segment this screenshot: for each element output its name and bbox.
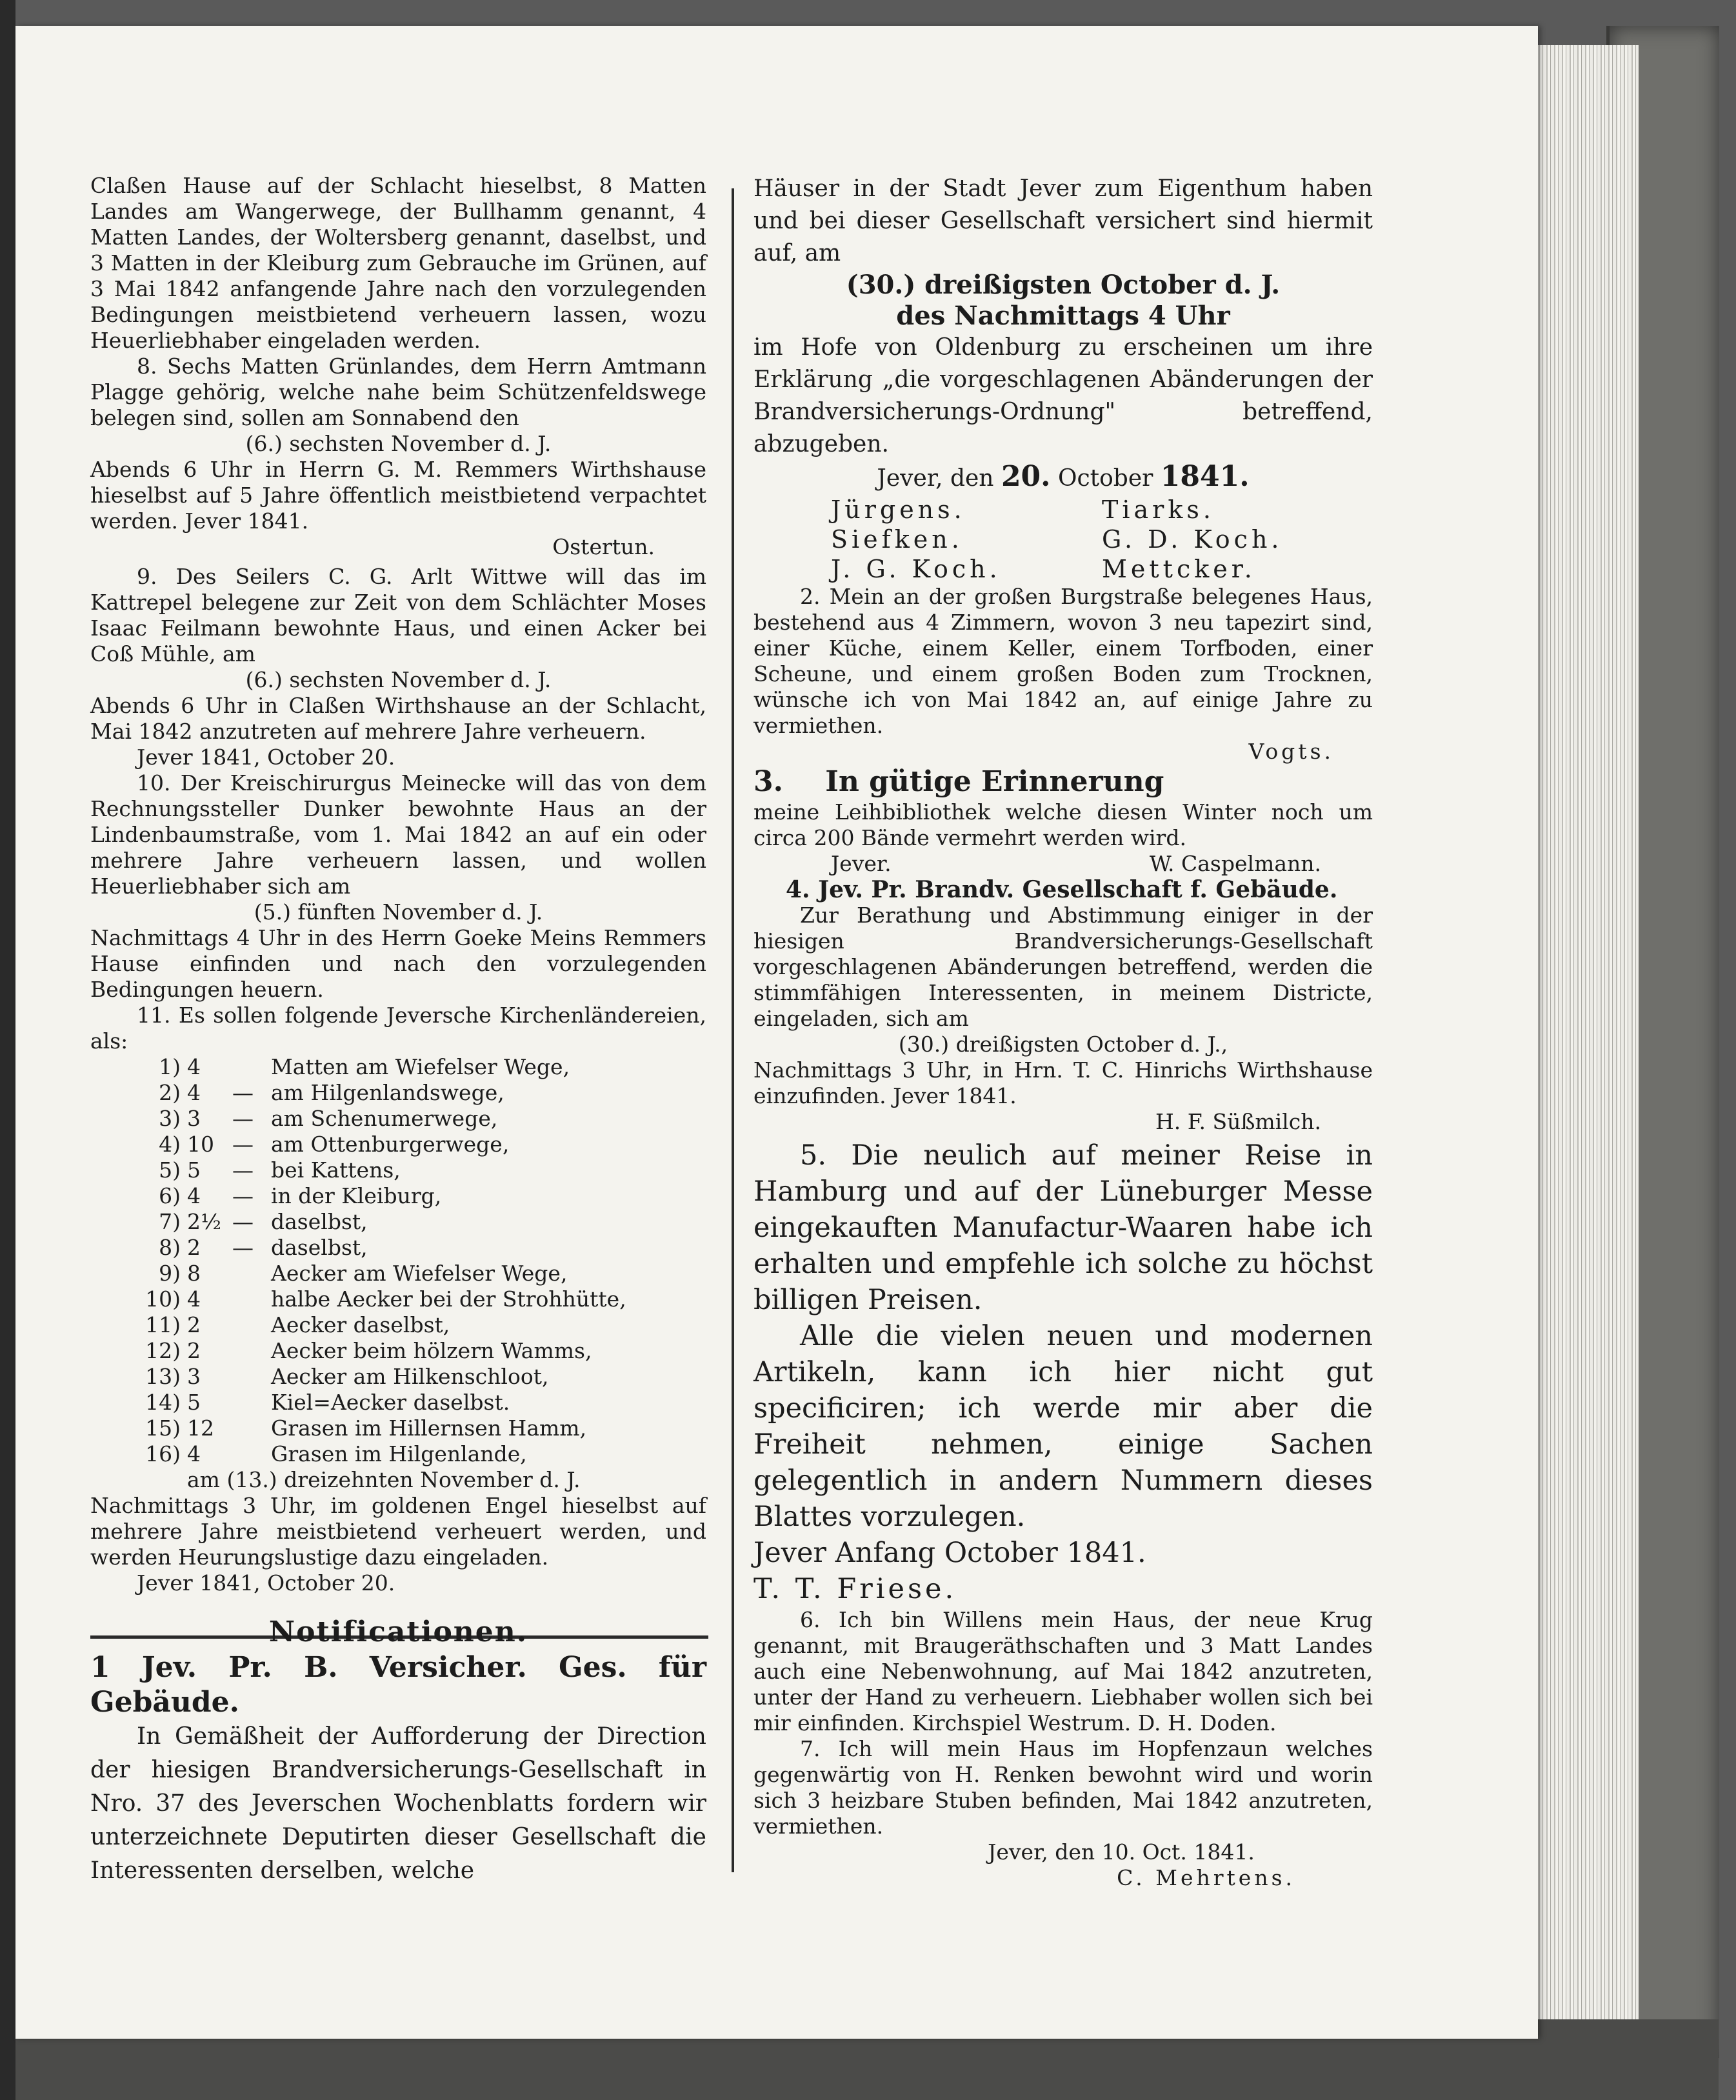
land-list-desc: am Schenumerwege, (271, 1106, 498, 1131)
signer-name: Siefken. (831, 525, 963, 554)
land-list-qty: 3 (187, 1106, 201, 1131)
land-list-item (90, 1157, 706, 1183)
land-list-dash: — (232, 1106, 254, 1131)
land-list-desc: Grasen im Hilgenlande, (271, 1441, 527, 1466)
land-list-desc: in der Kleiburg, (271, 1183, 442, 1208)
notice-3-signature-line (753, 851, 1373, 877)
deputies-signatures (753, 495, 1373, 584)
land-list-num: 1) (159, 1054, 181, 1079)
land-list-num: 8) (159, 1235, 181, 1260)
land-list-qty: 2½ (187, 1209, 221, 1234)
item-11-rest: Nachmittags 3 Uhr, im goldenen Engel hieselbst auf mehrere Jahre meistbietend verheuert werden, und werden Heurungslustige dazu eingeladen. (90, 1493, 706, 1570)
land-list-item (90, 1054, 706, 1080)
land-list-desc: daselbst, (271, 1209, 368, 1234)
land-list-dash: — (232, 1183, 254, 1208)
notice-5-place: Jever Anfang October 1841. (753, 1537, 1146, 1569)
land-list-item (90, 1286, 706, 1312)
land-list-qty: 8 (187, 1261, 201, 1286)
notice-3-text: meine Leihbibliothek welche diesen Winter noch um circa 200 Bände vermehrt werden wird. (753, 799, 1373, 850)
item-8-signature: Ostertun. (552, 534, 655, 559)
notice-4-heading: 4. Jev. Pr. Brandv. Gesellschaft f. Gebäude. (786, 876, 1338, 903)
land-list-num: 4) (159, 1132, 181, 1157)
land-list-dash (232, 1364, 271, 1390)
land-list-item (90, 1132, 706, 1157)
land-list-dash: — (232, 1235, 254, 1260)
land-list-item (90, 1080, 706, 1106)
right-column (753, 173, 1373, 1891)
notice-3-place: Jever. (831, 851, 892, 876)
land-list-item (90, 1106, 706, 1132)
land-list-item (90, 1390, 706, 1415)
land-list-desc: Grasen im Hillernsen Hamm, (271, 1415, 587, 1441)
land-list-dash (232, 1054, 271, 1080)
land-list-dash (232, 1441, 271, 1467)
land-list-dash (232, 1312, 271, 1338)
item-10-text: 10. Der Kreischirurgus Meinecke will das von dem Rechnungssteller Dunker bewohnte Haus an der Lindenbaumstraße, vom 1. Mai 1842 an auf ein oder mehrere Jahre verheuern lassen, und wollen Heuerliebhaber sich am (90, 770, 706, 899)
notice-1-heading: 1 Jev. Pr. B. Versicher. Ges. für Gebäude. (90, 1651, 706, 1719)
land-list-num: 16) (145, 1441, 181, 1466)
item-9-signature: Jever 1841, October 20. (137, 745, 395, 770)
land-list-desc: daselbst, (271, 1235, 368, 1260)
land-list-num: 6) (159, 1183, 181, 1208)
land-list-num: 13) (145, 1364, 181, 1389)
land-list-item (90, 1235, 706, 1261)
land-list-num: 15) (145, 1415, 181, 1441)
notice-4-signature: H. F. Süßmilch. (1155, 1109, 1321, 1134)
land-list (90, 1054, 706, 1467)
notice-1-text: In Gemäßheit der Aufforderung der Direction der hiesigen Brandversicherungs-Gesellschaft in Nro. 37 des Jeverschen Wochenblatts fordern wir unterzeichnete Deputirten dieser Gesellschaft die Interessenten derselben, welche (90, 1723, 706, 1884)
notice-3-number: 3. (753, 765, 783, 798)
land-list-desc: bei Kattens, (271, 1157, 401, 1183)
land-list-qty: 2 (187, 1235, 201, 1260)
land-list-desc: halbe Aecker bei der Strohhütte, (271, 1286, 626, 1312)
item-10-date: (5.) fünften November d. J. (254, 899, 543, 925)
land-list-num: 9) (159, 1261, 181, 1286)
land-list-item (90, 1441, 706, 1467)
land-list-num: 7) (159, 1209, 181, 1234)
land-list-desc: am Hilgenlandswege, (271, 1080, 504, 1105)
notice-5-text: 5. Die neulich auf meiner Reise in Hamburg und auf der Lüneburger Messe eingekauften Manufactur-Waaren habe ich erhalten und empfehle ich solche zu höchst billigen Preisen. (753, 1139, 1373, 1316)
land-list-dash: — (232, 1132, 254, 1157)
land-list-desc: Matten am Wiefelser Wege, (271, 1054, 570, 1079)
item-9-date: (6.) sechsten November d. J. (245, 667, 552, 692)
land-list-item (90, 1312, 706, 1338)
land-list-qty: 2 (187, 1312, 201, 1337)
land-list-num: 11) (145, 1312, 181, 1337)
land-list-item (90, 1338, 706, 1364)
newspaper-page (15, 26, 1538, 2039)
item-8-rest: Abends 6 Uhr in Herrn G. M. Remmers Wirthshause hieselbst auf 5 Jahre öffentlich meistbietend verpachtet werden. Jever 1841. (90, 457, 706, 534)
signer-name: Jürgens. (831, 495, 966, 524)
continued-paragraph: Claßen Hause auf der Schlacht hieselbst, 8 Matten Landes am Wangerwege, der Bullhamm genannt, 4 Matten Landes, der Woltersberg genannt, daselbst, und 3 Matten in der Kleiburg zum Gebrauche im Grünen, auf 3 Mai 1842 anfangende Jahre nach den vorzulegenden Bedingungen meistbietend verheuern lassen, wozu Heuerliebhaber eingeladen werden. (90, 173, 706, 353)
notice-1-time: des Nachmittags 4 Uhr (896, 301, 1230, 331)
land-list-item (90, 1261, 706, 1286)
item-10-rest: Nachmittags 4 Uhr in des Herrn Goeke Meins Remmers Hause einfinden und nach den vorzulegenden Bedingungen heuern. (90, 925, 706, 1002)
notice-5-text-2: Alle die vielen neuen und modernen Artikeln, kann ich hier nicht gut specificiren; ich werde mir aber die Freiheit nehmen, einige Sachen gelegentlich in andern Nummern dieses Blattes vorzulegen. (753, 1320, 1373, 1533)
notice-1-dateline (753, 461, 1373, 495)
land-list-item (90, 1183, 706, 1209)
land-list-num: 3) (159, 1106, 181, 1131)
land-list-qty: 3 (187, 1364, 201, 1389)
item-9-rest: Abends 6 Uhr in Claßen Wirthshause an der Schlacht, Mai 1842 anzutreten auf mehrere Jahre verheuern. (90, 693, 706, 744)
land-list-qty: 5 (187, 1157, 201, 1183)
dateline-place: Jever, den (877, 465, 994, 492)
page-edges (1535, 45, 1639, 2045)
signer-name: Mettcker. (1102, 555, 1256, 583)
land-list-num: 5) (159, 1157, 181, 1183)
land-list-qty: 2 (187, 1338, 201, 1363)
land-list-qty: 10 (187, 1132, 214, 1157)
land-list-dash (232, 1415, 271, 1441)
land-list-desc: Aecker am Hilkenschloot, (271, 1364, 549, 1389)
signer-name: G. D. Koch. (1102, 525, 1283, 554)
item-8-text: 8. Sechs Matten Grünlandes, dem Herrn Amtmann Plagge gehörig, welche nahe beim Schützenfeldswege belegen sind, sollen am Sonnabend den (90, 354, 706, 430)
land-list-qty: 4 (187, 1286, 201, 1312)
notice-2-signature: Vogts. (1248, 739, 1334, 764)
land-list-qty: 4 (187, 1054, 201, 1079)
land-list-dash (232, 1390, 271, 1415)
notice-3-heading-line (753, 765, 1373, 799)
land-list-dash (232, 1338, 271, 1364)
land-list-item (90, 1415, 706, 1441)
item-11-text: 11. Es sollen folgende Jeversche Kirchenländereien, als: (90, 1003, 706, 1054)
dateline-year: 1841. (1160, 460, 1250, 493)
signer-name: Tiarks. (1102, 495, 1215, 524)
land-list-dash (232, 1286, 271, 1312)
notifications-heading: Notificationen. (268, 1615, 528, 1648)
land-list-dash (232, 1261, 271, 1286)
land-list-desc: am Ottenburgerwege, (271, 1132, 510, 1157)
item-8-date: (6.) sechsten November d. J. (245, 431, 552, 456)
scan-background (0, 0, 15, 2100)
notice-5-signature: T. T. Friese. (753, 1573, 957, 1605)
land-list-qty: 4 (187, 1441, 201, 1466)
land-list-num: 2) (159, 1080, 181, 1105)
notice-2-text: 2. Mein an der großen Burgstraße belegenes Haus, bestehend aus 4 Zimmern, wovon 3 neu tapezirt sind, einer Küche, einem Keller, einem Torfboden, einer Scheune, und einem großen Boden zum Trocknen, wünsche ich von Mai 1842 an, auf einige Jahre zu vermiethen. (753, 584, 1373, 738)
notice-3-heading: In gütige Erinnerung (825, 765, 1164, 798)
item-9-text: 9. Des Seilers C. G. Arlt Wittwe will das im Kattrepel belegene zur Zeit von dem Schlächter Moses Isaac Feilmann bewohnte Haus, und einen Acker bei Coß Mühle, am (90, 564, 706, 666)
notice-4-date: (30.) dreißigsten October d. J., (898, 1032, 1228, 1057)
land-list-desc: Kiel=Aecker daselbst. (271, 1390, 510, 1415)
land-list-qty: 4 (187, 1183, 201, 1208)
column-divider (732, 188, 734, 1872)
notice-4-rest: Nachmittags 3 Uhr, in Hrn. T. C. Hinrichs Wirthshause einzufinden. Jever 1841. (753, 1057, 1373, 1108)
land-list-num: 12) (145, 1338, 181, 1363)
land-list-desc: Aecker daselbst, (271, 1312, 450, 1337)
land-list-dash: — (232, 1080, 254, 1105)
notice-1-continued: Häuser in der Stadt Jever zum Eigenthum haben und bei dieser Gesellschaft versichert sind hiermit auf, am (753, 175, 1373, 266)
land-list-dash: — (232, 1157, 254, 1183)
dateline-month: October (1057, 465, 1153, 492)
left-column (90, 173, 706, 1888)
notice-7-signature: C. Mehrtens. (1117, 1865, 1295, 1890)
item-11-date: am (13.) dreizehnten November d. J. (187, 1467, 581, 1492)
notice-7-text: 7. Ich will mein Haus im Hopfenzaun welches gegenwärtig von H. Renken bewohnt wird und worin sich 3 heizbare Stuben befinden, Mai 1842 anzutreten, vermiethen. (753, 1736, 1373, 1839)
notice-4-text: Zur Berathung und Abstimmung einiger in der hiesigen Brandversicherungs-Gesellschaft vorgeschlagenen Abänderungen betreffend, werden die stimmfähigen Interessenten, in meinem Districte, eingeladen, sich am (753, 903, 1373, 1031)
land-list-num: 14) (145, 1390, 181, 1415)
signer-name: J. G. Koch. (831, 555, 1001, 583)
notice-7-place: Jever, den 10. Oct. 1841. (988, 1839, 1255, 1865)
land-list-desc: Aecker am Wiefelser Wege, (271, 1261, 568, 1286)
notice-3-signature: W. Caspelmann. (1149, 851, 1321, 876)
land-list-item (90, 1209, 706, 1235)
land-list-qty: 12 (187, 1415, 214, 1441)
land-list-item (90, 1364, 706, 1390)
dateline-day: 20. (1001, 460, 1051, 493)
notice-6-text: 6. Ich bin Willens mein Haus, der neue Krug genannt, mit Braugeräthschaften und 3 Matt Landes auch eine Nebenwohnung, auf Mai 1842 anzutreten, unter der Hand zu verheuern. Liebhaber wollen sich bei mir einfinden. Kirchspiel Westrum. D. H. Doden. (753, 1607, 1373, 1735)
land-list-num: 10) (145, 1286, 181, 1312)
notice-1-rest: im Hofe von Oldenburg zu erscheinen um ihre Erklärung „die vorgeschlagenen Abänderungen der Brandversicherungs-Ordnung" betreffend, abzugeben. (753, 334, 1373, 457)
land-list-qty: 4 (187, 1080, 201, 1105)
land-list-qty: 5 (187, 1390, 201, 1415)
item-11-signature: Jever 1841, October 20. (137, 1570, 395, 1595)
land-list-desc: Aecker beim hölzern Wamms, (271, 1338, 592, 1363)
land-list-dash: — (232, 1209, 254, 1234)
notice-1-date: (30.) dreißigsten October d. J. (846, 270, 1281, 300)
